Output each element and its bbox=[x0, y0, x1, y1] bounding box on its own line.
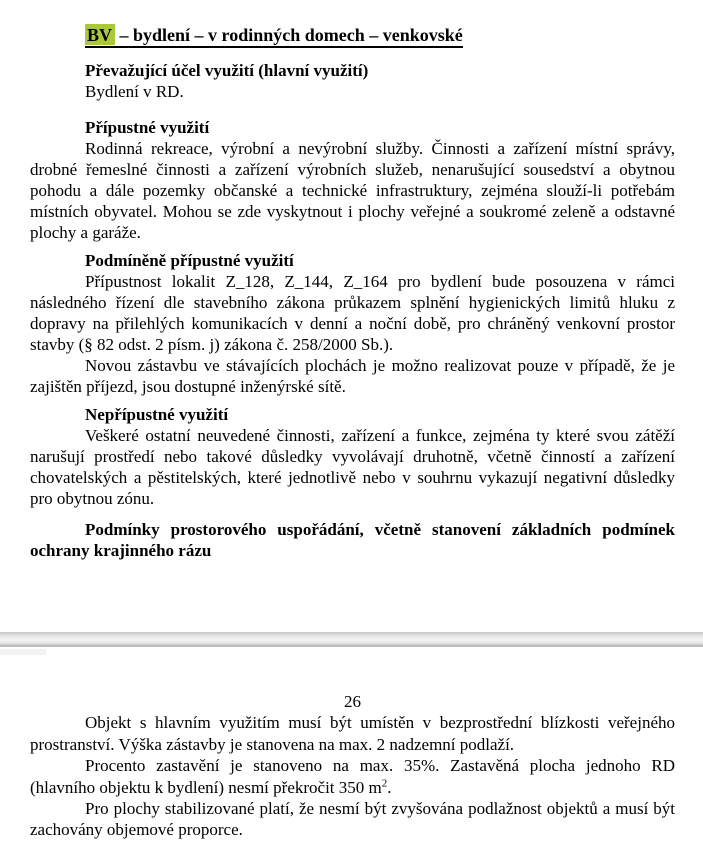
page-separator bbox=[0, 632, 703, 647]
paragraph: Objekt s hlavním využitím musí být umístěn v bezprostřední blízkosti veřejného prostranství. Výška zástavby je stanovena na max. 2 nadzemní podlaží. bbox=[30, 713, 675, 754]
page-gap-shadow bbox=[0, 649, 46, 655]
section-hlavni-vyuziti bbox=[30, 60, 675, 102]
zone-code-highlight: BV bbox=[85, 24, 115, 45]
superscript: 2 bbox=[381, 776, 388, 789]
paragraph: Přípustnost lokalit Z_128, Z_144, Z_164 pro bydlení bude posouzena v rámci následného řízení dle stavebního zákona průkazem splnění hygienických limitů hluku z dopravy na přilehlých komunikacích v denní a noční době, pro chráněný venkovní prostor stavby (§ 82 odst. 2 písm. j) zákona č. 258/2000 Sb.). bbox=[30, 272, 675, 354]
paragraph: Novou zástavbu ve stávajících plochách je možno realizovat pouze v případě, že je zajištěn příjezd, jsou dostupné inženýrské sítě. bbox=[30, 356, 675, 396]
document-title bbox=[30, 24, 675, 47]
section-heading: Převažující účel využití (hlavní využití) bbox=[85, 61, 369, 80]
section-heading: Přípustné využití bbox=[85, 118, 210, 137]
section-podminene-pripustne-vyuziti bbox=[30, 250, 675, 397]
page-content bbox=[0, 691, 703, 841]
paragraph bbox=[30, 755, 675, 798]
page-number: 26 bbox=[344, 692, 361, 711]
section-heading: Podmíněně přípustné využití bbox=[85, 251, 294, 270]
document-title-rest: – bydlení – v rodinných domech – venkovské bbox=[115, 25, 463, 45]
paragraph-text: . bbox=[387, 777, 392, 797]
paragraph: Bydlení v RD. bbox=[85, 82, 184, 101]
paragraph: Rodinná rekreace, výrobní a nevýrobní služby. Činnosti a zařízení místní správy, drobné řemeslné činnosti a zařízení výrobních služeb, nenarušující sousedství a obytnou pohodu a dále pozemky občanské a technické infrastruktury, zejména slouží-li potřebám místních obyvatel. Mohou se zde vyskytnout i plochy veřejné a soukromé zeleně a odstavné plochy a garáže. bbox=[30, 139, 675, 242]
section-pripustne-vyuziti bbox=[30, 117, 675, 243]
paragraph: Pro plochy stabilizované platí, že nesmí být zvyšována podlažnost objektů a musí být zachovány objemové proporce. bbox=[30, 799, 675, 840]
section-heading: Podmínky prostorového uspořádání, včetně stanovení základních podmínek ochrany krajinného rázu bbox=[30, 520, 675, 560]
section-podminky-prostoroveho-usporadani bbox=[30, 519, 675, 561]
document-title-text bbox=[85, 25, 463, 48]
paragraph: Veškeré ostatní neuvedené činnosti, zařízení a funkce, zejména ty které svou zátěží narušují prostředí nebo takové důsledky vyvolávají druhotně, včetně činností a zařízení chovatelských a pěstitelských, které jednotlivě nebo v souhrnu vykazují negativní důsledky pro obytnou zónu. bbox=[30, 426, 675, 508]
section-nepripustne-vyuziti bbox=[30, 404, 675, 509]
document-page-lower bbox=[0, 632, 703, 840]
section-heading: Nepřípustné využití bbox=[85, 405, 229, 424]
paragraph-text: Procento zastavění je stanoveno na max. 35%. Zastavěná plocha jednoho RD (hlavního objektu k bydlení) nesmí překročit 350 m bbox=[30, 756, 675, 797]
